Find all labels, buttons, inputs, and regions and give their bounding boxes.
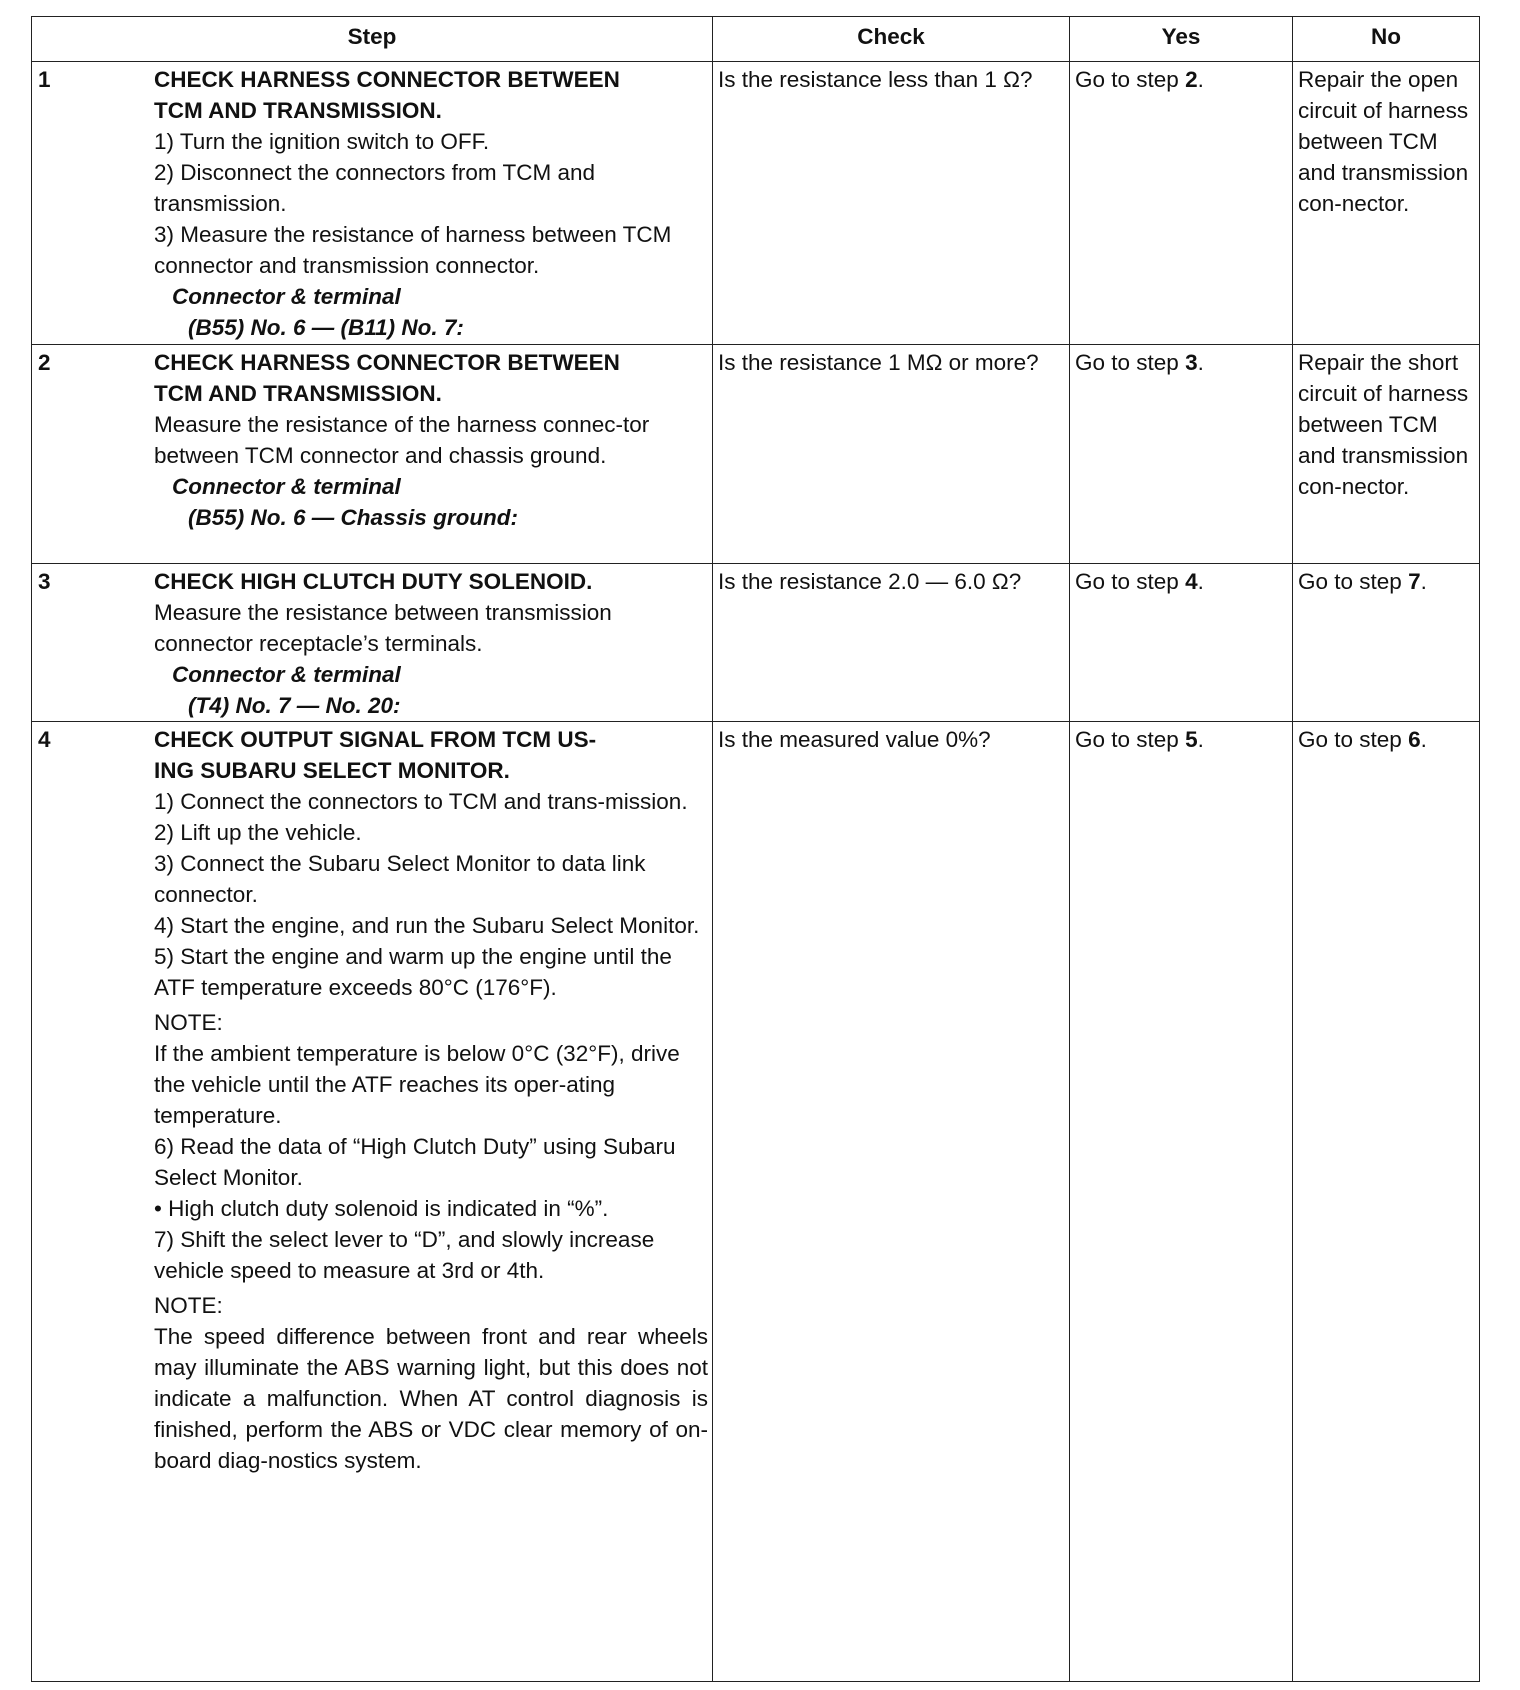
no-step-ref: 7: [1408, 569, 1421, 594]
check-cell: [713, 345, 1070, 564]
yes-text: Go to step 5.: [1075, 727, 1204, 752]
step-instruction: 2) Lift up the vehicle.: [154, 820, 362, 845]
connector-value: (B55) No. 6 — (B11) No. 7:: [188, 315, 464, 340]
step-number: 3: [38, 569, 51, 594]
table-row: [32, 564, 1480, 722]
step-number: 4: [38, 727, 51, 752]
yes-step-ref: 5: [1185, 727, 1198, 752]
header-check: Check: [713, 17, 1070, 62]
check-text: Is the resistance 1 MΩ or more?: [718, 350, 1039, 375]
step-instruction: 4) Start the engine, and run the Subaru Select Monitor.: [154, 913, 700, 938]
no-cell: [1293, 722, 1480, 1682]
connector-value: (T4) No. 7 — No. 20:: [188, 693, 401, 718]
step-instruction: 3) Connect the Subaru Select Monitor to data link connector.: [154, 851, 646, 907]
step-title: CHECK OUTPUT SIGNAL FROM TCM US-: [154, 727, 597, 752]
step-instruction: 6) Read the data of “High Clutch Duty” using Subaru Select Monitor.: [154, 1134, 676, 1190]
step-title: TCM AND TRANSMISSION.: [154, 381, 442, 406]
header-yes: Yes: [1070, 17, 1293, 62]
step-instruction: 5) Start the engine and warm up the engine until the ATF temperature exceeds 80°C (176°F).: [154, 944, 672, 1000]
step-instruction: Measure the resistance of the harness connec-tor between TCM connector and chassis ground.: [154, 412, 650, 468]
diagnostic-table: [31, 16, 1480, 1682]
no-cell: [1293, 62, 1480, 345]
step-title: CHECK HARNESS CONNECTOR BETWEEN: [154, 350, 620, 375]
header-row: [32, 17, 1480, 62]
step-number: 1: [38, 67, 51, 92]
step-cell: [32, 345, 713, 564]
check-cell: [713, 62, 1070, 345]
step-instruction: 1) Connect the connectors to TCM and trans-mission.: [154, 789, 688, 814]
table-row: [32, 722, 1480, 1682]
note-label: NOTE:: [154, 1293, 223, 1318]
step-instruction: 7) Shift the select lever to “D”, and slowly increase vehicle speed to measure at 3rd or 4th.: [154, 1227, 655, 1283]
no-step-ref: 6: [1408, 727, 1421, 752]
yes-cell: [1070, 564, 1293, 722]
no-cell: [1293, 564, 1480, 722]
no-cell: [1293, 345, 1480, 564]
note-label: NOTE:: [154, 1010, 223, 1035]
step-cell: [32, 564, 713, 722]
yes-step-ref: 3: [1185, 350, 1198, 375]
step-instruction: 2) Disconnect the connectors from TCM and transmission.: [154, 160, 596, 216]
yes-cell: [1070, 62, 1293, 345]
step-instruction: 1) Turn the ignition switch to OFF.: [154, 129, 490, 154]
check-cell: [713, 564, 1070, 722]
header-no: No: [1293, 17, 1480, 62]
no-text: Repair the short circuit of harness between TCM and transmission con-nector.: [1298, 350, 1469, 499]
connector-label: Connector & terminal: [172, 284, 401, 309]
no-text: Go to step 7.: [1298, 569, 1427, 594]
table-row: [32, 345, 1480, 564]
yes-cell: [1070, 345, 1293, 564]
note-text: If the ambient temperature is below 0°C (32°F), drive the vehicle until the ATF reaches its oper-ating temperature.: [154, 1041, 680, 1128]
check-text: Is the measured value 0%?: [718, 727, 991, 752]
connector-value: (B55) No. 6 — Chassis ground:: [188, 505, 519, 530]
step-number: 2: [38, 350, 51, 375]
step-cell: [32, 722, 713, 1682]
table-row: [32, 62, 1480, 345]
header-step: Step: [32, 17, 713, 62]
yes-step-ref: 2: [1185, 67, 1198, 92]
check-text: Is the resistance 2.0 — 6.0 Ω?: [718, 569, 1022, 594]
step-title: ING SUBARU SELECT MONITOR.: [154, 758, 510, 783]
check-cell: [713, 722, 1070, 1682]
connector-label: Connector & terminal: [172, 662, 401, 687]
check-text: Is the resistance less than 1 Ω?: [718, 67, 1033, 92]
yes-text: Go to step 4.: [1075, 569, 1204, 594]
yes-step-ref: 4: [1185, 569, 1198, 594]
yes-text: Go to step 3.: [1075, 350, 1204, 375]
step-title: CHECK HIGH CLUTCH DUTY SOLENOID.: [154, 569, 593, 594]
yes-text: Go to step 2.: [1075, 67, 1204, 92]
step-instruction: 3) Measure the resistance of harness between TCM connector and transmission connector.: [154, 222, 672, 278]
step-title: TCM AND TRANSMISSION.: [154, 98, 442, 123]
no-text: Repair the open circuit of harness between TCM and transmission con-nector.: [1298, 67, 1469, 216]
connector-label: Connector & terminal: [172, 474, 401, 499]
step-title: CHECK HARNESS CONNECTOR BETWEEN: [154, 67, 620, 92]
yes-cell: [1070, 722, 1293, 1682]
step-cell: [32, 62, 713, 345]
note-text: The speed difference between front and rear wheels may illuminate the ABS warning light, but this does not indicate a malfunction. When AT control diagnosis is finished, perform the ABS or VDC clear memory of on-board diag-nostics system.: [154, 1324, 708, 1473]
no-text: Go to step 6.: [1298, 727, 1427, 752]
step-instruction: • High clutch duty solenoid is indicated in “%”.: [154, 1196, 609, 1221]
step-instruction: Measure the resistance between transmission connector receptacle’s terminals.: [154, 600, 612, 656]
